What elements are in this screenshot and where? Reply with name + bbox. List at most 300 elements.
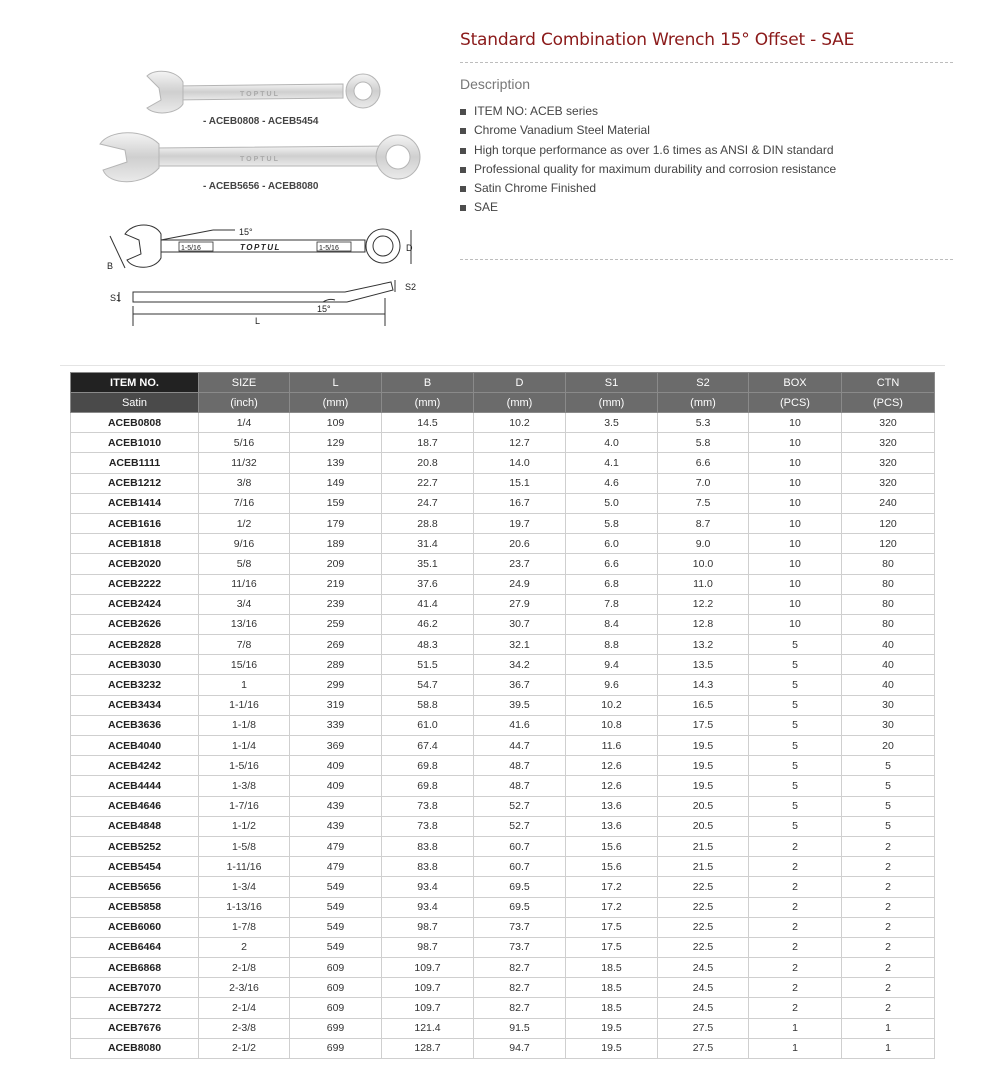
spec-cell: 61.0	[382, 715, 474, 735]
item-number-cell: ACEB1414	[71, 493, 199, 513]
spec-cell: 128.7	[382, 1038, 474, 1058]
spec-cell: 5	[842, 756, 935, 776]
spec-cell: 10	[749, 493, 842, 513]
spec-cell: 9.0	[658, 534, 749, 554]
spec-cell: 22.5	[658, 877, 749, 897]
table-row	[71, 655, 935, 675]
spec-cell: 22.7	[382, 473, 474, 493]
spec-cell: 2	[842, 958, 935, 978]
spec-cell: 1-5/8	[199, 836, 290, 856]
spec-cell: 1	[842, 1018, 935, 1038]
spec-cell: 82.7	[474, 958, 566, 978]
spec-cell: 6.6	[566, 554, 658, 574]
table-row	[71, 574, 935, 594]
spec-cell: 2	[749, 917, 842, 937]
svg-text:TOPTUL: TOPTUL	[240, 243, 281, 252]
spec-cell: 15.6	[566, 836, 658, 856]
spec-cell: 7.5	[658, 493, 749, 513]
spec-cell: 23.7	[474, 554, 566, 574]
spec-cell: 1-3/4	[199, 877, 290, 897]
table-row	[71, 473, 935, 493]
dim-angle-side: 15°	[317, 304, 331, 314]
spec-cell: 10	[749, 614, 842, 634]
item-number-cell: ACEB5656	[71, 877, 199, 897]
table-row	[71, 877, 935, 897]
spec-cell: 27.5	[658, 1038, 749, 1058]
spec-cell: 11.6	[566, 736, 658, 756]
spec-cell: 36.7	[474, 675, 566, 695]
spec-cell: 60.7	[474, 857, 566, 877]
spec-cell: 13.6	[566, 796, 658, 816]
spec-cell: 37.6	[382, 574, 474, 594]
table-row	[71, 796, 935, 816]
spec-cell: 31.4	[382, 534, 474, 554]
table-row	[71, 715, 935, 735]
table-row	[71, 554, 935, 574]
spec-cell: 20.8	[382, 453, 474, 473]
dim-s1: S1	[110, 293, 122, 303]
item-number-cell: ACEB7676	[71, 1018, 199, 1038]
table-row	[71, 433, 935, 453]
table-header-row	[71, 373, 935, 393]
item-number-cell: ACEB1111	[71, 453, 199, 473]
table-row	[71, 917, 935, 937]
spec-cell: 159	[290, 493, 382, 513]
spec-cell: 8.8	[566, 635, 658, 655]
spec-cell: 93.4	[382, 877, 474, 897]
column-unit: (mm)	[658, 393, 749, 413]
spec-cell: 5	[749, 675, 842, 695]
item-number-cell: ACEB6464	[71, 937, 199, 957]
spec-cell: 13.5	[658, 655, 749, 675]
spec-cell: 2	[842, 998, 935, 1018]
spec-cell: 5	[749, 736, 842, 756]
spec-cell: 15.6	[566, 857, 658, 877]
spec-cell: 1	[749, 1038, 842, 1058]
spec-cell: 5	[749, 756, 842, 776]
spec-cell: 18.5	[566, 998, 658, 1018]
spec-cell: 52.7	[474, 816, 566, 836]
spec-cell: 409	[290, 756, 382, 776]
spec-cell: 24.5	[658, 958, 749, 978]
spec-cell: 5	[749, 695, 842, 715]
feature-item: Chrome Vanadium Steel Material	[460, 121, 953, 140]
spec-cell: 1-11/16	[199, 857, 290, 877]
spec-cell: 17.5	[566, 937, 658, 957]
table-row	[71, 756, 935, 776]
column-header: B	[382, 373, 474, 393]
spec-cell: 699	[290, 1038, 382, 1058]
spec-cell: 609	[290, 958, 382, 978]
spec-cell: 19.5	[566, 1038, 658, 1058]
spec-cell: 19.5	[658, 756, 749, 776]
spec-cell: 129	[290, 433, 382, 453]
spec-cell: 10	[749, 413, 842, 433]
spec-cell: 30	[842, 695, 935, 715]
spec-cell: 2	[842, 857, 935, 877]
spec-cell: 6.0	[566, 534, 658, 554]
spec-cell: 16.5	[658, 695, 749, 715]
spec-cell: 80	[842, 594, 935, 614]
table-row	[71, 635, 935, 655]
spec-cell: 46.2	[382, 614, 474, 634]
spec-cell: 21.5	[658, 836, 749, 856]
column-unit: (PCS)	[749, 393, 842, 413]
spec-cell: 1-1/2	[199, 816, 290, 836]
column-unit: (mm)	[382, 393, 474, 413]
spec-cell: 339	[290, 715, 382, 735]
spec-cell: 139	[290, 453, 382, 473]
svg-text:1-5/16: 1-5/16	[181, 245, 201, 252]
spec-cell: 18.5	[566, 958, 658, 978]
spec-cell: 320	[842, 413, 935, 433]
spec-cell: 1-5/16	[199, 756, 290, 776]
feature-item: SAE	[460, 198, 953, 217]
product-info	[460, 30, 953, 260]
spec-cell: 24.7	[382, 493, 474, 513]
spec-cell: 2	[199, 937, 290, 957]
spec-cell: 28.8	[382, 513, 474, 533]
column-header: S2	[658, 373, 749, 393]
spec-cell: 5	[749, 635, 842, 655]
spec-cell: 14.0	[474, 453, 566, 473]
spec-cell: 2	[842, 937, 935, 957]
spec-cell: 10	[749, 513, 842, 533]
spec-cell: 15.1	[474, 473, 566, 493]
item-number-cell: ACEB2424	[71, 594, 199, 614]
small-wrench-range: - ACEB0808 - ACEB5454	[203, 116, 319, 127]
spec-cell: 7/8	[199, 635, 290, 655]
spec-cell: 20.5	[658, 796, 749, 816]
spec-cell: 48.7	[474, 776, 566, 796]
spec-cell: 2	[749, 836, 842, 856]
spec-cell: 2	[749, 958, 842, 978]
spec-cell: 83.8	[382, 857, 474, 877]
svg-text:1-5/16: 1-5/16	[319, 245, 339, 252]
spec-cell: 12.7	[474, 433, 566, 453]
spec-cell: 30	[842, 715, 935, 735]
spec-cell: 7.0	[658, 473, 749, 493]
column-header: D	[474, 373, 566, 393]
dim-angle-top: 15°	[239, 227, 253, 237]
table-row	[71, 493, 935, 513]
spec-cell: 93.4	[382, 897, 474, 917]
spec-cell: 17.5	[658, 715, 749, 735]
spec-cell: 67.4	[382, 736, 474, 756]
item-number-cell: ACEB2020	[71, 554, 199, 574]
spec-cell: 1-1/16	[199, 695, 290, 715]
spec-cell: 94.7	[474, 1038, 566, 1058]
spec-cell: 3.5	[566, 413, 658, 433]
spec-cell: 24.9	[474, 574, 566, 594]
spec-cell: 14.3	[658, 675, 749, 695]
spec-cell: 2-1/2	[199, 1038, 290, 1058]
item-number-cell: ACEB4040	[71, 736, 199, 756]
spec-cell: 219	[290, 574, 382, 594]
spec-cell: 41.6	[474, 715, 566, 735]
spec-cell: 369	[290, 736, 382, 756]
spec-cell: 17.2	[566, 897, 658, 917]
spec-cell: 4.6	[566, 473, 658, 493]
spec-cell: 83.8	[382, 836, 474, 856]
spec-cell: 2	[749, 978, 842, 998]
spec-cell: 1/2	[199, 513, 290, 533]
feature-item: ITEM NO: ACEB series	[460, 102, 953, 121]
spec-cell: 109.7	[382, 958, 474, 978]
spec-cell: 11.0	[658, 574, 749, 594]
item-number-cell: ACEB2222	[71, 574, 199, 594]
spec-cell: 120	[842, 513, 935, 533]
table-row	[71, 675, 935, 695]
spec-cell: 3/8	[199, 473, 290, 493]
spec-cell: 5/8	[199, 554, 290, 574]
drawing-labels-top	[107, 227, 413, 271]
item-number-cell: ACEB1818	[71, 534, 199, 554]
spec-cell: 27.9	[474, 594, 566, 614]
small-wrench-brand: TOPTUL	[240, 91, 280, 98]
spec-cell: 34.2	[474, 655, 566, 675]
product-figure	[95, 62, 435, 337]
column-unit: (mm)	[566, 393, 658, 413]
spec-cell: 39.5	[474, 695, 566, 715]
dim-d: D	[406, 243, 413, 253]
feature-list	[460, 102, 953, 218]
spec-cell: 10	[749, 433, 842, 453]
spec-cell: 109.7	[382, 998, 474, 1018]
item-number-cell: ACEB2626	[71, 614, 199, 634]
item-number-cell: ACEB4646	[71, 796, 199, 816]
spec-cell: 69.5	[474, 897, 566, 917]
item-number-cell: ACEB0808	[71, 413, 199, 433]
item-number-cell: ACEB1010	[71, 433, 199, 453]
spec-cell: 2	[749, 998, 842, 1018]
spec-cell: 479	[290, 857, 382, 877]
spec-cell: 109.7	[382, 978, 474, 998]
spec-cell: 1-7/8	[199, 917, 290, 937]
table-row	[71, 897, 935, 917]
table-row	[71, 937, 935, 957]
spec-cell: 69.8	[382, 756, 474, 776]
spec-cell: 80	[842, 574, 935, 594]
spec-cell: 2	[749, 897, 842, 917]
item-number-cell: ACEB5454	[71, 857, 199, 877]
spec-cell: 54.7	[382, 675, 474, 695]
spec-cell: 320	[842, 453, 935, 473]
large-wrench-brand: TOPTUL	[240, 156, 280, 163]
spec-cell: 409	[290, 776, 382, 796]
spec-cell: 10	[749, 453, 842, 473]
spec-cell: 1	[749, 1018, 842, 1038]
table-row	[71, 1038, 935, 1058]
spec-cell: 439	[290, 816, 382, 836]
spec-cell: 549	[290, 877, 382, 897]
spec-cell: 22.5	[658, 917, 749, 937]
spec-cell: 8.4	[566, 614, 658, 634]
spec-cell: 10	[749, 473, 842, 493]
table-row	[71, 453, 935, 473]
table-row	[71, 978, 935, 998]
spec-cell: 10.2	[566, 695, 658, 715]
table-row	[71, 736, 935, 756]
spec-cell: 1-3/8	[199, 776, 290, 796]
spec-cell: 5	[749, 715, 842, 735]
spec-cell: 120	[842, 534, 935, 554]
dim-b: B	[107, 261, 114, 271]
spec-cell: 24.5	[658, 978, 749, 998]
spec-cell: 10	[749, 554, 842, 574]
spec-cell: 3/4	[199, 594, 290, 614]
spec-cell: 44.7	[474, 736, 566, 756]
spec-cell: 549	[290, 937, 382, 957]
table-row	[71, 1018, 935, 1038]
spec-cell: 11/16	[199, 574, 290, 594]
spec-cell: 5	[749, 776, 842, 796]
spec-cell: 51.5	[382, 655, 474, 675]
large-wrench-icon	[100, 133, 420, 182]
spec-cell: 20.5	[658, 816, 749, 836]
spec-cell: 19.5	[566, 1018, 658, 1038]
spec-cell: 12.6	[566, 776, 658, 796]
spec-cell: 10	[749, 534, 842, 554]
column-unit: (mm)	[290, 393, 382, 413]
spec-cell: 1	[199, 675, 290, 695]
spec-cell: 32.1	[474, 635, 566, 655]
column-header: CTN	[842, 373, 935, 393]
column-header: BOX	[749, 373, 842, 393]
feature-item: Professional quality for maximum durability and corrosion resistance	[460, 160, 953, 179]
spec-cell: 10	[749, 594, 842, 614]
spec-cell: 1	[842, 1038, 935, 1058]
product-title: Standard Combination Wrench 15° Offset - SAE	[460, 30, 855, 50]
spec-cell: 13.6	[566, 816, 658, 836]
spec-cell: 21.5	[658, 857, 749, 877]
spec-cell: 109	[290, 413, 382, 433]
spec-cell: 209	[290, 554, 382, 574]
spec-cell: 2	[842, 917, 935, 937]
spec-cell: 19.7	[474, 513, 566, 533]
spec-cell: 5.0	[566, 493, 658, 513]
spec-cell: 20.6	[474, 534, 566, 554]
spec-cell: 5/16	[199, 433, 290, 453]
spec-cell: 11/32	[199, 453, 290, 473]
item-number-cell: ACEB7272	[71, 998, 199, 1018]
spec-cell: 69.8	[382, 776, 474, 796]
spec-cell: 6.8	[566, 574, 658, 594]
drawing-labels-side	[110, 282, 416, 326]
spec-cell: 269	[290, 635, 382, 655]
spec-cell: 91.5	[474, 1018, 566, 1038]
spec-cell: 35.1	[382, 554, 474, 574]
spec-cell: 1-1/8	[199, 715, 290, 735]
spec-cell: 2-1/8	[199, 958, 290, 978]
spec-cell: 479	[290, 836, 382, 856]
spec-cell: 609	[290, 978, 382, 998]
spec-cell: 40	[842, 675, 935, 695]
item-number-cell: ACEB5858	[71, 897, 199, 917]
spec-cell: 259	[290, 614, 382, 634]
spec-cell: 10.2	[474, 413, 566, 433]
table-row	[71, 998, 935, 1018]
spec-cell: 69.5	[474, 877, 566, 897]
spec-cell: 549	[290, 897, 382, 917]
spec-cell: 9.4	[566, 655, 658, 675]
spec-cell: 14.5	[382, 413, 474, 433]
table-row	[71, 857, 935, 877]
spec-cell: 2-3/16	[199, 978, 290, 998]
spec-cell: 189	[290, 534, 382, 554]
spec-cell: 549	[290, 917, 382, 937]
spec-cell: 5.8	[658, 433, 749, 453]
spec-cell: 82.7	[474, 978, 566, 998]
item-number-cell: ACEB4242	[71, 756, 199, 776]
spec-cell: 5	[749, 816, 842, 836]
spec-cell: 80	[842, 554, 935, 574]
spec-cell: 13.2	[658, 635, 749, 655]
spec-cell: 30.7	[474, 614, 566, 634]
item-number-cell: ACEB4444	[71, 776, 199, 796]
feature-item: High torque performance as over 1.6 times as ANSI & DIN standard	[460, 141, 953, 160]
large-wrench-range: - ACEB5656 - ACEB8080	[203, 181, 319, 192]
spec-cell: 5	[842, 776, 935, 796]
table-row	[71, 534, 935, 554]
spec-table	[70, 372, 935, 1059]
spec-cell: 1-13/16	[199, 897, 290, 917]
spec-cell: 9.6	[566, 675, 658, 695]
spec-cell: 149	[290, 473, 382, 493]
spec-cell: 5	[842, 796, 935, 816]
table-subheader-row	[71, 393, 935, 413]
spec-cell: 10	[749, 574, 842, 594]
title-divider	[460, 62, 953, 63]
spec-cell: 41.4	[382, 594, 474, 614]
spec-cell: 5.8	[566, 513, 658, 533]
spec-cell: 5.3	[658, 413, 749, 433]
item-number-cell: ACEB8080	[71, 1038, 199, 1058]
item-number-cell: ACEB7070	[71, 978, 199, 998]
spec-cell: 439	[290, 796, 382, 816]
spec-cell: 609	[290, 998, 382, 1018]
item-number-cell: ACEB1616	[71, 513, 199, 533]
spec-cell: 60.7	[474, 836, 566, 856]
spec-cell: 27.5	[658, 1018, 749, 1038]
spec-cell: 12.8	[658, 614, 749, 634]
spec-cell: 6.6	[658, 453, 749, 473]
spec-cell: 699	[290, 1018, 382, 1038]
spec-cell: 2	[749, 877, 842, 897]
spec-cell: 22.5	[658, 897, 749, 917]
spec-cell: 2	[842, 897, 935, 917]
spec-cell: 15/16	[199, 655, 290, 675]
table-row	[71, 413, 935, 433]
spec-cell: 73.8	[382, 796, 474, 816]
spec-cell: 2	[842, 978, 935, 998]
item-number-cell: ACEB1212	[71, 473, 199, 493]
spec-cell: 1-1/4	[199, 736, 290, 756]
spec-cell: 2-1/4	[199, 998, 290, 1018]
column-header: S1	[566, 373, 658, 393]
spec-cell: 2	[749, 937, 842, 957]
spec-cell: 7/16	[199, 493, 290, 513]
table-row	[71, 614, 935, 634]
column-header: SIZE	[199, 373, 290, 393]
column-unit: (inch)	[199, 393, 290, 413]
column-unit: (PCS)	[842, 393, 935, 413]
table-row	[71, 695, 935, 715]
spec-cell: 48.3	[382, 635, 474, 655]
spec-cell: 22.5	[658, 937, 749, 957]
item-number-cell: ACEB3030	[71, 655, 199, 675]
spec-cell: 48.7	[474, 756, 566, 776]
